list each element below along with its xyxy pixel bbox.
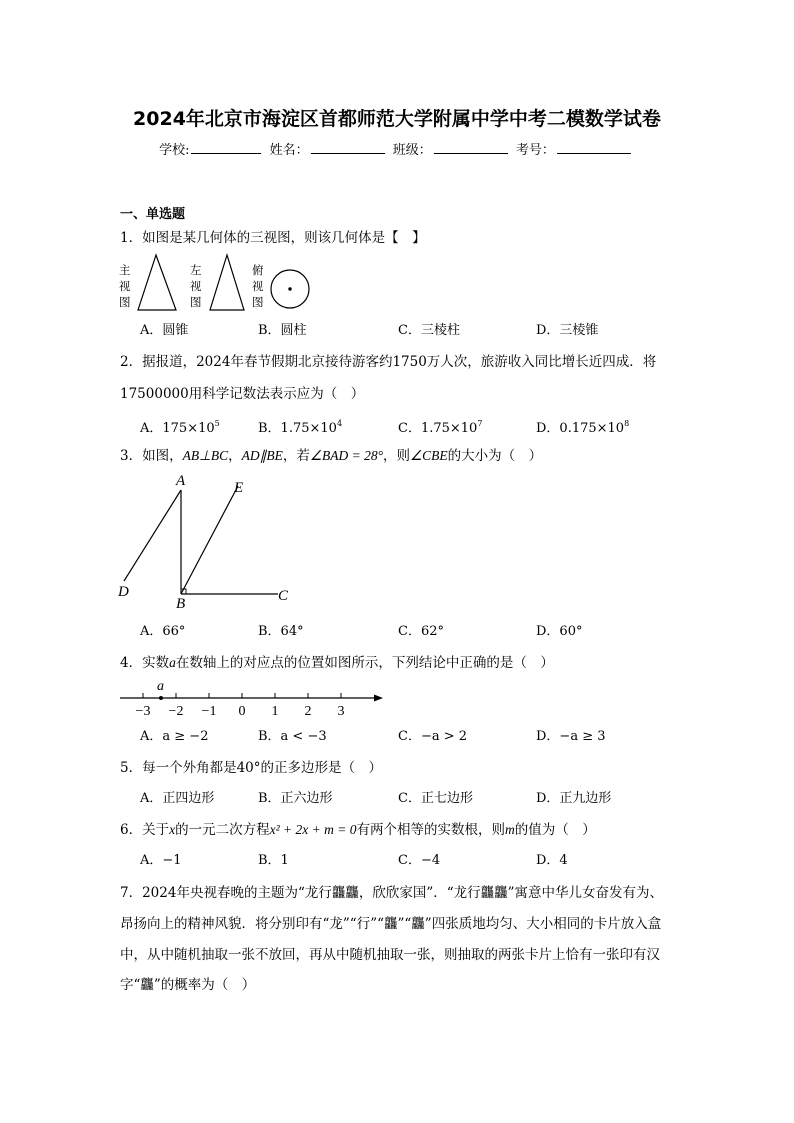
question-1-stem: 1．如图是某几何体的三视图，则该几何体是【 】 — [120, 230, 426, 246]
label-c: C — [278, 588, 289, 604]
tick-label: 2 — [304, 704, 312, 719]
q3-option-d[interactable]: D．60° — [536, 624, 583, 639]
exam-no-label: 考号： — [515, 143, 555, 158]
question-4-stem: 4．实数a在数轴上的对应点的位置如图所示，下列结论中正确的是（ ） — [120, 655, 554, 671]
question-3-stem: 3．如图，AB⊥BC，AD∥BE，若∠BAD = 28°，则∠CBE的大小为（ ） — [120, 448, 543, 464]
q2-option-d[interactable]: D．$0.175\times 10^8$ — [536, 419, 630, 436]
q2-option-c[interactable]: C．$1.75\times 10^7$ — [398, 419, 483, 436]
q3-option-a[interactable]: A．66° — [140, 624, 186, 639]
q1-option-b[interactable]: B．圆柱 — [258, 323, 307, 338]
q3-option-c[interactable]: C．62° — [398, 624, 444, 639]
number-line — [115, 678, 390, 720]
question-2-stem-line-1: 2．据报道，2024年春节假期北京接待游客约1750万人次，旅游收入同比增长近四成．将 — [120, 354, 657, 370]
q6-option-b[interactable]: B．1 — [258, 853, 289, 868]
q1-option-d[interactable]: D．三棱锥 — [536, 323, 599, 338]
top-view-label: 俯视图 — [252, 263, 264, 309]
side-view-triangle — [210, 255, 244, 310]
tick-label: −3 — [135, 704, 151, 719]
exam-no-blank — [557, 141, 631, 154]
front-view-label: 主视图 — [119, 263, 131, 309]
tick-label: −1 — [201, 704, 217, 719]
question-7-stem-line-4: 字“龘”的概率为（ ） — [120, 977, 256, 993]
section-heading: 一、单选题 — [120, 207, 186, 222]
school-blank — [191, 141, 261, 154]
front-view-triangle — [138, 255, 176, 310]
three-views-figure — [130, 252, 320, 314]
number-line-ticks — [143, 693, 341, 698]
q5-option-d[interactable]: D．正九边形 — [536, 791, 612, 806]
label-d: D — [118, 584, 129, 600]
question-2-stem-line-2: 17500000用科学记数法表示应为（ ） — [120, 386, 365, 402]
q2-option-b[interactable]: B．$1.75\times 10^4$ — [258, 419, 343, 436]
q1-option-a[interactable]: A．圆锥 — [140, 323, 189, 338]
q4-option-c[interactable]: C．−a > 2 — [398, 729, 468, 744]
number-line-arrow-icon — [374, 695, 383, 702]
label-e: E — [234, 480, 244, 496]
class-label: 班级： — [392, 143, 432, 158]
q2-option-a[interactable]: A．$175\times 10^5$ — [140, 419, 220, 436]
q1-option-c[interactable]: C．三棱柱 — [398, 323, 460, 338]
tick-label: 3 — [337, 704, 345, 719]
class-blank — [434, 141, 508, 154]
question-7-stem-line-2: 昂扬向上的精神风貌．将分别印有“龙”“行”“龘”“龘”四张质地均匀、大小相同的卡片放入盒 — [120, 916, 662, 932]
question-5-stem: 5．每一个外角都是40°的正多边形是（ ） — [120, 760, 383, 776]
school-label: 学校: — [159, 143, 190, 158]
q3-option-b[interactable]: B．64° — [258, 624, 304, 639]
label-a: A — [176, 473, 186, 489]
q5-option-a[interactable]: A．正四边形 — [140, 791, 215, 806]
name-label: 姓名： — [269, 143, 309, 158]
geometry-figure — [110, 470, 310, 612]
q5-option-b[interactable]: B．正六边形 — [258, 791, 333, 806]
q6-option-d[interactable]: D．4 — [536, 853, 568, 868]
name-blank — [311, 141, 385, 154]
question-7-stem-line-3: 中，从中随机抽取一张不放回，再从中随机抽取一张，则抽取的两张卡片上恰有一张印有汉 — [120, 947, 660, 963]
tick-label: −2 — [168, 704, 184, 719]
q6-option-c[interactable]: C．−4 — [398, 853, 441, 868]
label-b: B — [176, 596, 186, 612]
q4-option-b[interactable]: B．a < −3 — [258, 729, 327, 744]
question-6-stem: 6．关于x的一元二次方程x² + 2x + m = 0有两个相等的实数根，则m的值为（ ） — [120, 822, 596, 838]
point-a-dot — [159, 696, 163, 700]
segment-ad — [124, 490, 181, 581]
exam-title: 2024年北京市海淀区首都师范大学附属中学中考二模数学试卷 — [133, 108, 661, 130]
question-7-stem-line-1: 7．2024年央视春晚的主题为“龙行龘龘，欣欣家国”．“龙行龘龘”寓意中华儿女奋发有为、 — [120, 885, 664, 901]
tick-label: 1 — [271, 704, 279, 719]
q4-option-a[interactable]: A．a ≥ −2 — [140, 729, 209, 744]
q4-option-d[interactable]: D．−a ≥ 3 — [536, 729, 606, 744]
top-view-center-dot — [288, 287, 291, 290]
point-a-label: a — [157, 679, 164, 694]
q5-option-c[interactable]: C．正七边形 — [398, 791, 473, 806]
side-view-label: 左视图 — [190, 263, 202, 309]
segment-be — [181, 486, 238, 594]
student-info-line — [0, 139, 794, 158]
q6-option-a[interactable]: A．−1 — [140, 853, 182, 868]
tick-label: 0 — [238, 704, 246, 719]
